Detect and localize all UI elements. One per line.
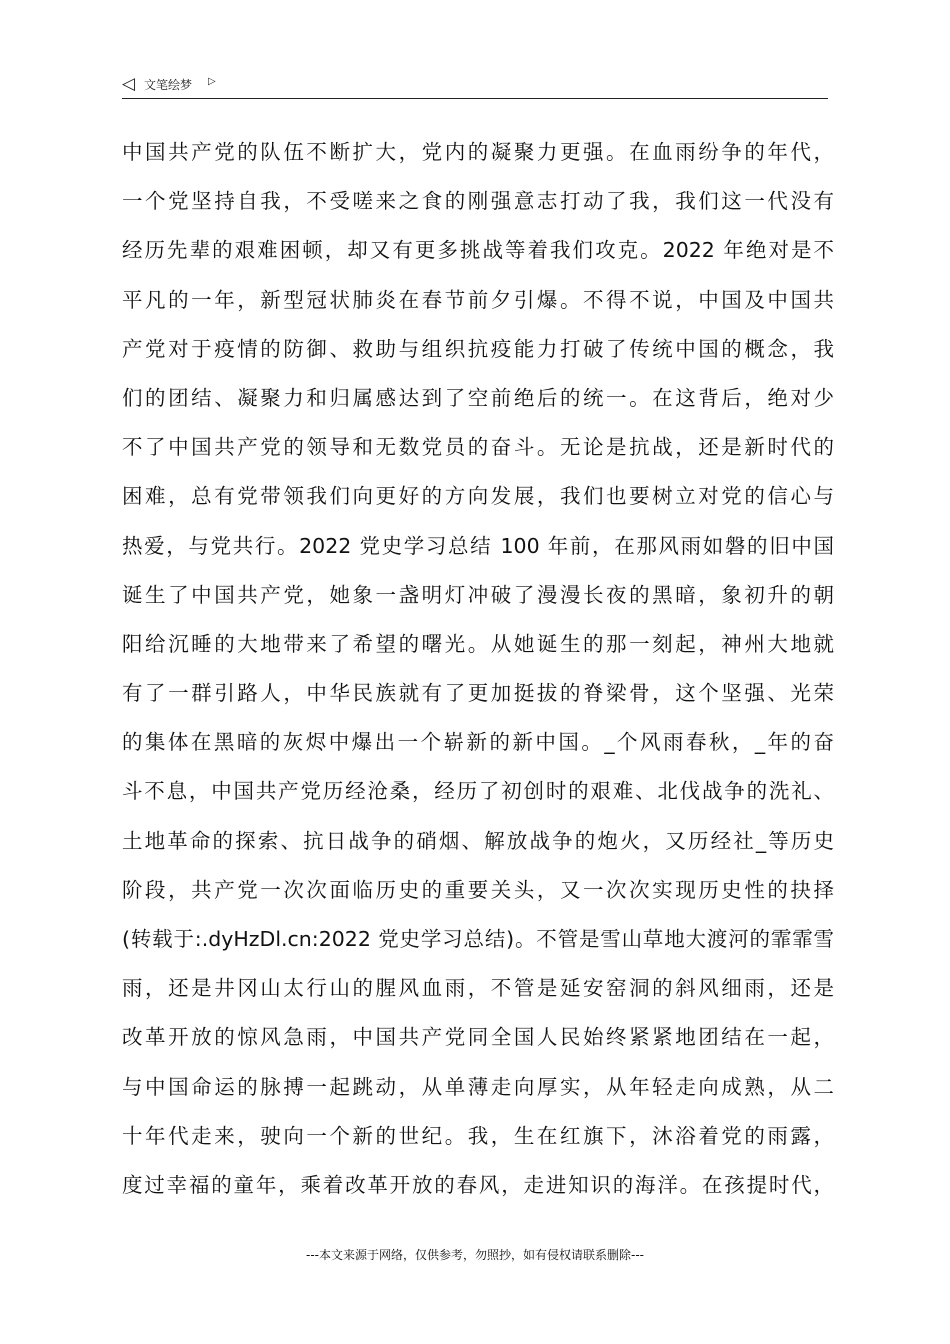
body-line: 诞生了中国共产党，她象一盏明灯冲破了漫漫长夜的黑暗，象初升的朝	[122, 582, 834, 607]
body-line: (转载于:.dyHzDl.cn:2022 党史学习总结)。不管是雪山草地大渡河的霏霏雪	[122, 927, 834, 951]
document-body	[122, 128, 834, 1210]
body-line: 的集体在黑暗的灰烬中爆出一个崭新的新中国。_个风雨春秋，_年的奋	[122, 730, 834, 755]
body-line: 改革开放的惊风急雨，中国共产党同全国人民始终紧紧地团结在一起，	[122, 1025, 834, 1050]
body-line: 平凡的一年，新型冠状肺炎在春节前夕引爆。不得不说，中国及中国共	[122, 287, 834, 312]
body-line: 不了中国共产党的领导和无数党员的奋斗。无论是抗战，还是新时代的	[122, 435, 834, 460]
body-line: 困难，总有党带领我们向更好的方向发展，我们也要树立对党的信心与	[122, 484, 834, 509]
body-line: 一个党坚持自我，不受嗟来之食的刚强意志打动了我，我们这一代没有	[122, 189, 834, 214]
right-triangle-icon: ▷	[208, 76, 216, 87]
body-line: 经历先辈的艰难困顿，却又有更多挑战等着我们攻克。2022 年绝对是不	[122, 238, 834, 263]
body-line: 热爱，与党共行。2022 党史学习总结 100 年前，在那风雨如磐的旧中国	[122, 533, 834, 558]
body-line: 阳给沉睡的大地带来了希望的曙光。从她诞生的那一刻起，神州大地就	[122, 631, 834, 656]
body-line: 度过幸福的童年，乘着改革开放的春风，走进知识的海洋。在孩提时代，	[122, 1172, 834, 1197]
body-line: 中国共产党的队伍不断扩大，党内的凝聚力更强。在血雨纷争的年代，	[122, 140, 834, 164]
body-line: 斗不息，中国共产党历经沧桑，经历了初创时的艰难、北伐战争的洗礼、	[122, 779, 834, 804]
page-footer: ---本文来源于网络，仅供参考，勿照抄，如有侵权请联系删除---	[306, 1248, 644, 1262]
body-line: 产党对于疫情的防御、救助与组织抗疫能力打破了传统中国的概念，我	[122, 336, 834, 361]
body-line: 们的团结、凝聚力和归属感达到了空前绝后的统一。在这背后，绝对少	[122, 385, 834, 410]
left-triangle-icon: ◁	[122, 74, 136, 94]
body-line: 土地革命的探索、抗日战争的硝烟、解放战争的炮火，又历经社_等历史	[122, 828, 834, 853]
body-line: 有了一群引路人，中华民族就有了更加挺拔的脊梁骨，这个坚强、光荣	[122, 681, 834, 706]
body-line: 与中国命运的脉搏一起跳动，从单薄走向厚实，从年轻走向成熟，从二	[122, 1074, 834, 1099]
body-line: 十年代走来，驶向一个新的世纪。我，生在红旗下，沐浴着党的雨露，	[122, 1123, 834, 1148]
page-header	[122, 74, 828, 99]
header-brand-text: 文笔绘梦	[144, 78, 193, 92]
body-line: 雨，还是井冈山太行山的腥风血雨，不管是延安窑洞的斜风细雨，还是	[122, 976, 834, 1001]
body-line: 阶段，共产党一次次面临历史的重要关头，又一次次实现历史性的抉择	[122, 877, 834, 902]
